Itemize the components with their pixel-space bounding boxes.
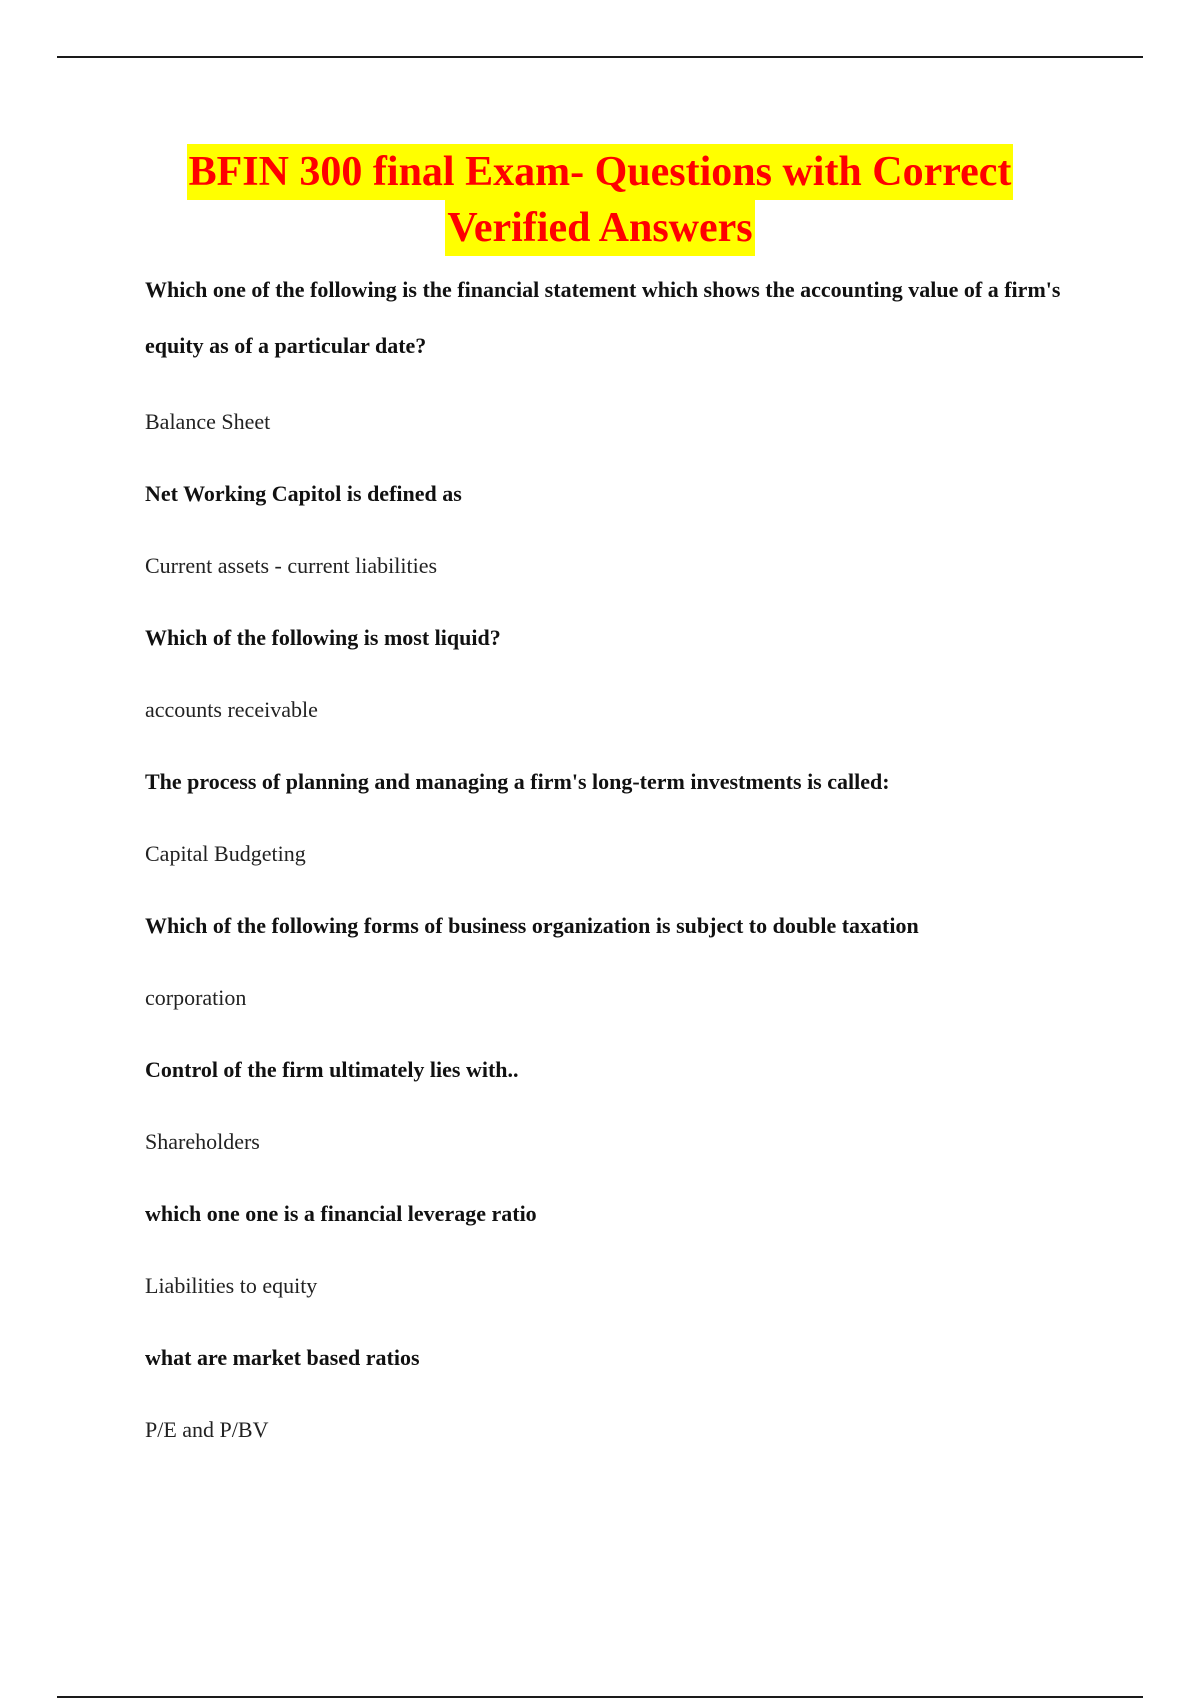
question-text: Control of the firm ultimately lies with.. bbox=[145, 1057, 519, 1082]
qa-item bbox=[145, 694, 1095, 766]
answer-text: Shareholders bbox=[145, 1129, 260, 1154]
qa-item bbox=[145, 1414, 1095, 1486]
qa-item bbox=[145, 766, 1095, 838]
question-text: Which of the following forms of business organization is subject to double taxation bbox=[145, 913, 919, 938]
answer-text: Liabilities to equity bbox=[145, 1273, 318, 1298]
answer-text: Capital Budgeting bbox=[145, 841, 306, 866]
qa-item bbox=[145, 1342, 1095, 1414]
question-text: what are market based ratios bbox=[145, 1345, 420, 1370]
answer-text: accounts receivable bbox=[145, 697, 318, 722]
qa-item bbox=[145, 406, 1095, 478]
qa-list bbox=[145, 262, 1095, 1486]
question-text: The process of planning and managing a firm's long-term investments is called: bbox=[145, 769, 890, 794]
qa-item bbox=[145, 550, 1095, 622]
qa-item bbox=[145, 982, 1095, 1054]
qa-item bbox=[145, 910, 1095, 982]
qa-item bbox=[145, 1198, 1095, 1270]
qa-item bbox=[145, 838, 1095, 910]
qa-item bbox=[145, 262, 1095, 406]
answer-text: corporation bbox=[145, 985, 247, 1010]
qa-item bbox=[145, 1054, 1095, 1126]
title-line-2: Verified Answers bbox=[445, 200, 754, 256]
answer-text: Current assets - current liabilities bbox=[145, 553, 438, 578]
qa-item bbox=[145, 478, 1095, 550]
title-line-1: BFIN 300 final Exam- Questions with Correct bbox=[187, 144, 1014, 200]
footer-rule bbox=[57, 1696, 1143, 1698]
question-text: Net Working Capitol is defined as bbox=[145, 481, 462, 506]
qa-item bbox=[145, 1270, 1095, 1342]
document-title bbox=[60, 144, 1140, 256]
qa-item bbox=[145, 1126, 1095, 1198]
question-text: Which one of the following is the financial statement which shows the accounting value of a firm's equity as of a particular date? bbox=[145, 277, 1061, 358]
answer-text: P/E and P/BV bbox=[145, 1417, 269, 1442]
answer-text: Balance Sheet bbox=[145, 409, 271, 434]
question-text: which one one is a financial leverage ratio bbox=[145, 1201, 537, 1226]
question-text: Which of the following is most liquid? bbox=[145, 625, 501, 650]
qa-item bbox=[145, 622, 1095, 694]
header-rule bbox=[57, 56, 1143, 58]
